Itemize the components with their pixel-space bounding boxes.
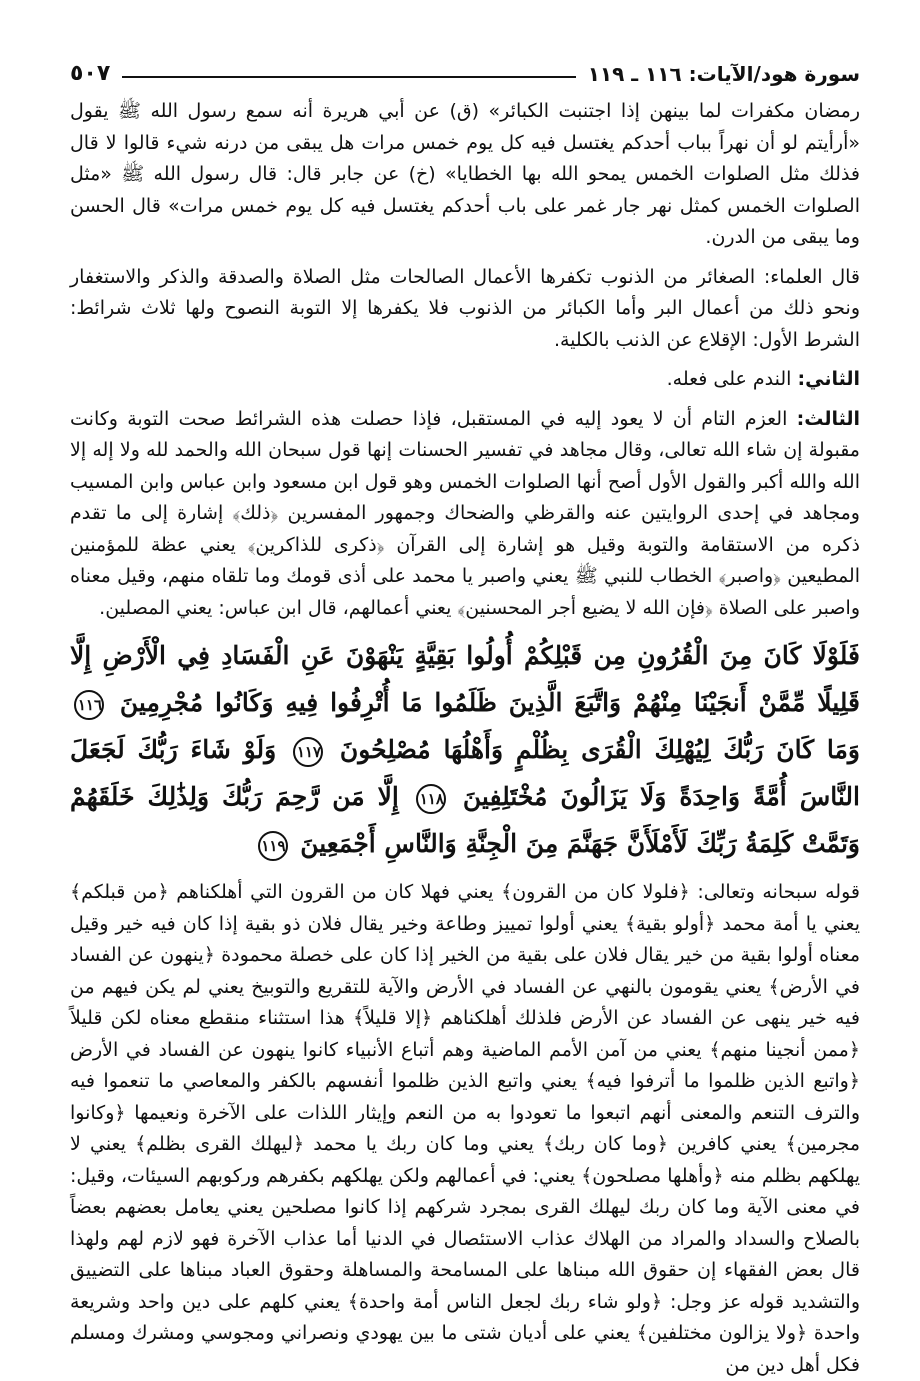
verse-117-text: وَمَا كَانَ رَبُّكَ لِيُهْلِكَ الْقُرَى بِظُلْمٍ وَأَهْلُهَا مُصْلِحُونَ — [339, 735, 860, 764]
quran-verses — [70, 632, 860, 867]
verse-116-text: فَلَوْلَا كَانَ مِنَ الْقُرُونِ مِن قَبْلِكُمْ أُولُوا بَقِيَّةٍ يَنْهَوْنَ عَنِ الْفَسَادِ فِي الْأَرْضِ إِلَّا قَلِيلًا مِّمَّنْ أَنجَيْنَا مِنْهُمْ وَاتَّبَعَ الَّذِينَ ظَلَمُوا مَا أُتْرِفُوا فِيهِ وَكَانُوا مُجْرِمِينَ — [70, 641, 860, 717]
surah-title: سورة هود/الآيات: ١١٦ ـ ١١٩ — [587, 62, 860, 86]
paragraph-second-condition — [70, 364, 860, 396]
paragraph-scholars: قال العلماء: الصغائر من الذنوب تكفرها الأعمال الصالحات مثل الصلاة والصدقة والذكر والاستغفار ونحو ذلك من أعمال البر وأما الكبائر من الذنوب فلا يكفرها إلا التوبة النصوح ولها ثلاث شرائط: الشرط الأول: الإقلاع عن الذنب بالكلية. — [70, 265, 860, 351]
verse-119-text: إِلَّا مَن رَّحِمَ رَبُّكَ وَلِذَٰلِكَ خَلَقَهُمْ وَتَمَّتْ كَلِمَةُ رَبِّكَ لَأَمْلَأَنَّ جَهَنَّمَ مِنَ الْجِنَّةِ وَالنَّاسِ أَجْمَعِينَ — [70, 782, 860, 858]
third-condition-label: الثالث: — [796, 407, 860, 430]
ayah-number-118: ١١٨ — [416, 784, 446, 814]
ayah-number-117: ١١٧ — [293, 737, 323, 767]
page-header — [70, 56, 860, 86]
paragraph-hadith: رمضان مكفرات لما بينهن إذا اجتنبت الكبائر» (ق) عن أبي هريرة أنه سمع رسول الله ﷺ يقول «أرأيتم لو أن نهراً بباب أحدكم يغتسل فيه كل يوم خمس مرات هل يبقى من درنه شيء قالوا لا قال فذلك مثل الصلوات الخمس يمحو الله بها الخطايا» (خ) عن جابر قال: قال رسول الله ﷺ «مثل الصلوات الخمس كمثل نهر جار غمر على باب أحدكم يغتسل فيه كل يوم خمس مرات» قال الحسن وما يبقى من الدرن. — [70, 100, 860, 248]
ayah-number-119: ١١٩ — [258, 831, 288, 861]
third-condition-text: العزم التام أن لا يعود إليه في المستقبل، فإذا حصلت هذه الشرائط صحت التوبة وكانت مقبولة إن شاء الله تعالى، وقال مجاهد في تفسير الحسنات إنها قول سبحان الله والحمد لله ولا إله إلا الله والله أكبر والقول الأول أصح أنها الصلوات الخمس وهو قول ابن مسعود وابن عباس وابن المسيب ومجاهد في إحدى الروايتين عنه والقرظي والضحاك وجمهور المفسرين ﴿ذلك﴾ إشارة إلى ما تقدم ذكره من الاستقامة والتوبة وقيل هو إشارة إلى القرآن ﴿ذكرى للذاكرين﴾ يعني عظة للمؤمنين المطيعين ﴿واصبر﴾ الخطاب للنبي ﷺ يعني واصبر يا محمد على أذى قومك وما تلقاه منهم، وقيل معناه واصبر على الصلاة ﴿فإن الله لا يضيع أجر المحسنين﴾ يعني أعمالهم، قال ابن عباس: يعني المصلين. — [70, 407, 860, 619]
second-condition-label: الثاني: — [797, 368, 860, 390]
second-condition-text: الندم على فعله. — [666, 368, 798, 390]
paragraph-third-condition — [70, 404, 860, 625]
ayah-number-116: ١١٦ — [74, 690, 104, 720]
header-divider — [122, 76, 575, 78]
page-number: ٥٠٧ — [70, 61, 111, 86]
paragraph-tafsir: قوله سبحانه وتعالى: ﴿فلولا كان من القرون﴾ يعني فهلا كان من القرون التي أهلكناهم ﴿من قبلكم﴾ يعني يا أمة محمد ﴿أولو بقية﴾ يعني أولوا تمييز وطاعة وخير يقال فلان ذو بقية إذا كان فيه خير وقيل معناه أولوا بقية من خير يقال فلان على بقية من الخير إذا كان على خصلة محمودة ﴿ينهون عن الفساد في الأرض﴾ يعني يقومون بالنهي عن الفساد في الأرض والآية للتقريع والتوبيخ يعني لم يكن فيهم من فيه خير ينهى عن الفساد عن الأرض فلذلك أهلكناهم ﴿إلا قليلاً﴾ هذا استثناء منقطع معناه لكن قليلاً ﴿ممن أنجينا منهم﴾ يعني من آمن الأمم الماضية وهم أتباع الأنبياء كانوا ينهون عن الفساد في الأرض ﴿واتبع الذين ظلموا ما أترفوا فيه﴾ يعني واتبع الذين ظلموا أنفسهم بالكفر والمعاصي ما تنعموا فيه والترف التنعم والمعنى أنهم اتبعوا ما تعودوا به من النعم وإيثار اللذات على الآخرة ونعيمها ﴿وكانوا مجرمين﴾ يعني كافرين ﴿وما كان ربك﴾ يعني وما كان ربك يا محمد ﴿ليهلك القرى بظلم﴾ يعني لا يهلكهم بظلم منه ﴿وأهلها مصلحون﴾ يعني: في أعمالهم ولكن يهلكهم بكفرهم وركوبهم السيئات، وقيل: في معنى الآية وما كان ربك ليهلك القرى بمجرد شركهم إذا كانوا مصلحين يعني يعامل بعضهم بعضاً بالصلاح والسداد والمراد من الهلاك عذاب الاستئصال في الدنيا أما عذاب الآخرة فهو لازم لهم ولهذا قال بعض الفقهاء إن حقوق الله مبناها على المسامحة والمساهلة وحقوق العباد مبناها على التضييق والتشديد قوله عز وجل: ﴿ولو شاء ربك لجعل الناس أمة واحدة﴾ يعني كلهم على دين واحد وشريعة واحدة ﴿ولا يزالون مختلفين﴾ يعني على أديان شتى ما بين يهودي ونصراني ومجوسي ومشرك ومسلم فكل أهل دين من — [70, 881, 860, 1376]
verse-118-text: وَلَوْ شَاءَ رَبُّكَ لَجَعَلَ النَّاسَ أُمَّةً وَاحِدَةً وَلَا يَزَالُونَ مُخْتَلِفِينَ — [70, 735, 860, 811]
page-body — [70, 96, 860, 1381]
